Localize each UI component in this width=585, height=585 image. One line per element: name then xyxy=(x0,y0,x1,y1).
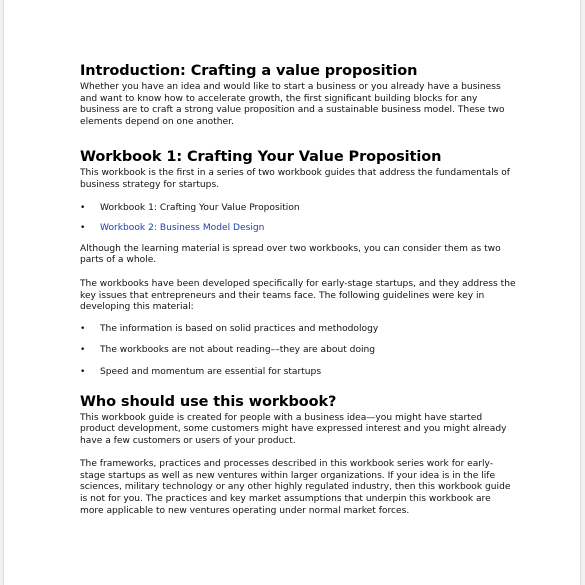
list-item xyxy=(80,345,516,357)
list-item xyxy=(80,324,516,336)
who-heading: Who should use this workbook? xyxy=(80,393,337,410)
bullet-icon: • xyxy=(80,345,86,356)
who-paragraph-2: The frameworks, practices and processes described in this workbook series work for early-stage startups as well as new ventures within larger organizations. If your idea is in the life sciences, military technology or any other highly regulated industry, then this workbook guide is not for you. The practices and key market assumptions that underpin this workbook are more applicable to new ventures operating under normal market forces. xyxy=(80,459,511,516)
workbook1-paragraph-2: Although the learning material is spread over two workbooks, you can consider them as two parts of a whole. xyxy=(80,243,501,266)
who-paragraph: This workbook guide is created for people with a business idea—you might have started product development, some customers might have expressed interest and you might already have a few customers or users of your product. xyxy=(80,412,507,446)
list-item[interactable] xyxy=(80,223,516,235)
document-page xyxy=(4,0,580,585)
workbook1-heading: Workbook 1: Crafting Your Value Proposition xyxy=(80,149,442,166)
list-item-text: The information is based on solid practices and methodology xyxy=(100,323,379,334)
workbook2-link[interactable]: Workbook 2: Business Model Design xyxy=(100,223,265,234)
bullet-icon: • xyxy=(80,323,86,334)
workbook-list xyxy=(80,203,516,235)
guidelines-list xyxy=(80,324,516,379)
intro-heading: Introduction: Crafting a value proposition xyxy=(80,63,418,79)
list-item xyxy=(80,367,516,379)
bullet-icon: • xyxy=(80,223,86,234)
workbook1-paragraph: This workbook is the first in a series of two workbook guides that address the fundamentals of business strategy for startups. xyxy=(80,168,511,190)
list-item xyxy=(80,203,516,215)
bullet-icon: • xyxy=(80,366,86,377)
intro-paragraph: Whether you have an idea and would like to start a business or you already have a business and want to know how to accelerate growth, the first significant building blocks for any business are to craft a strong value proposition and a sustainable business model. These two elements depend on one another. xyxy=(80,82,505,127)
list-item-text: Workbook 1: Crafting Your Value Proposition xyxy=(100,202,300,213)
bullet-icon: • xyxy=(80,202,86,213)
list-item-text: The workbooks are not about reading––they are about doing xyxy=(100,345,376,356)
document-content xyxy=(80,62,516,517)
list-item-text: Speed and momentum are essential for startups xyxy=(100,366,322,377)
workbook1-paragraph-3: The workbooks have been developed specifically for early-stage startups, and they address the key issues that entrepreneurs and their teams face. The following guidelines were key in developing this material: xyxy=(80,278,516,313)
